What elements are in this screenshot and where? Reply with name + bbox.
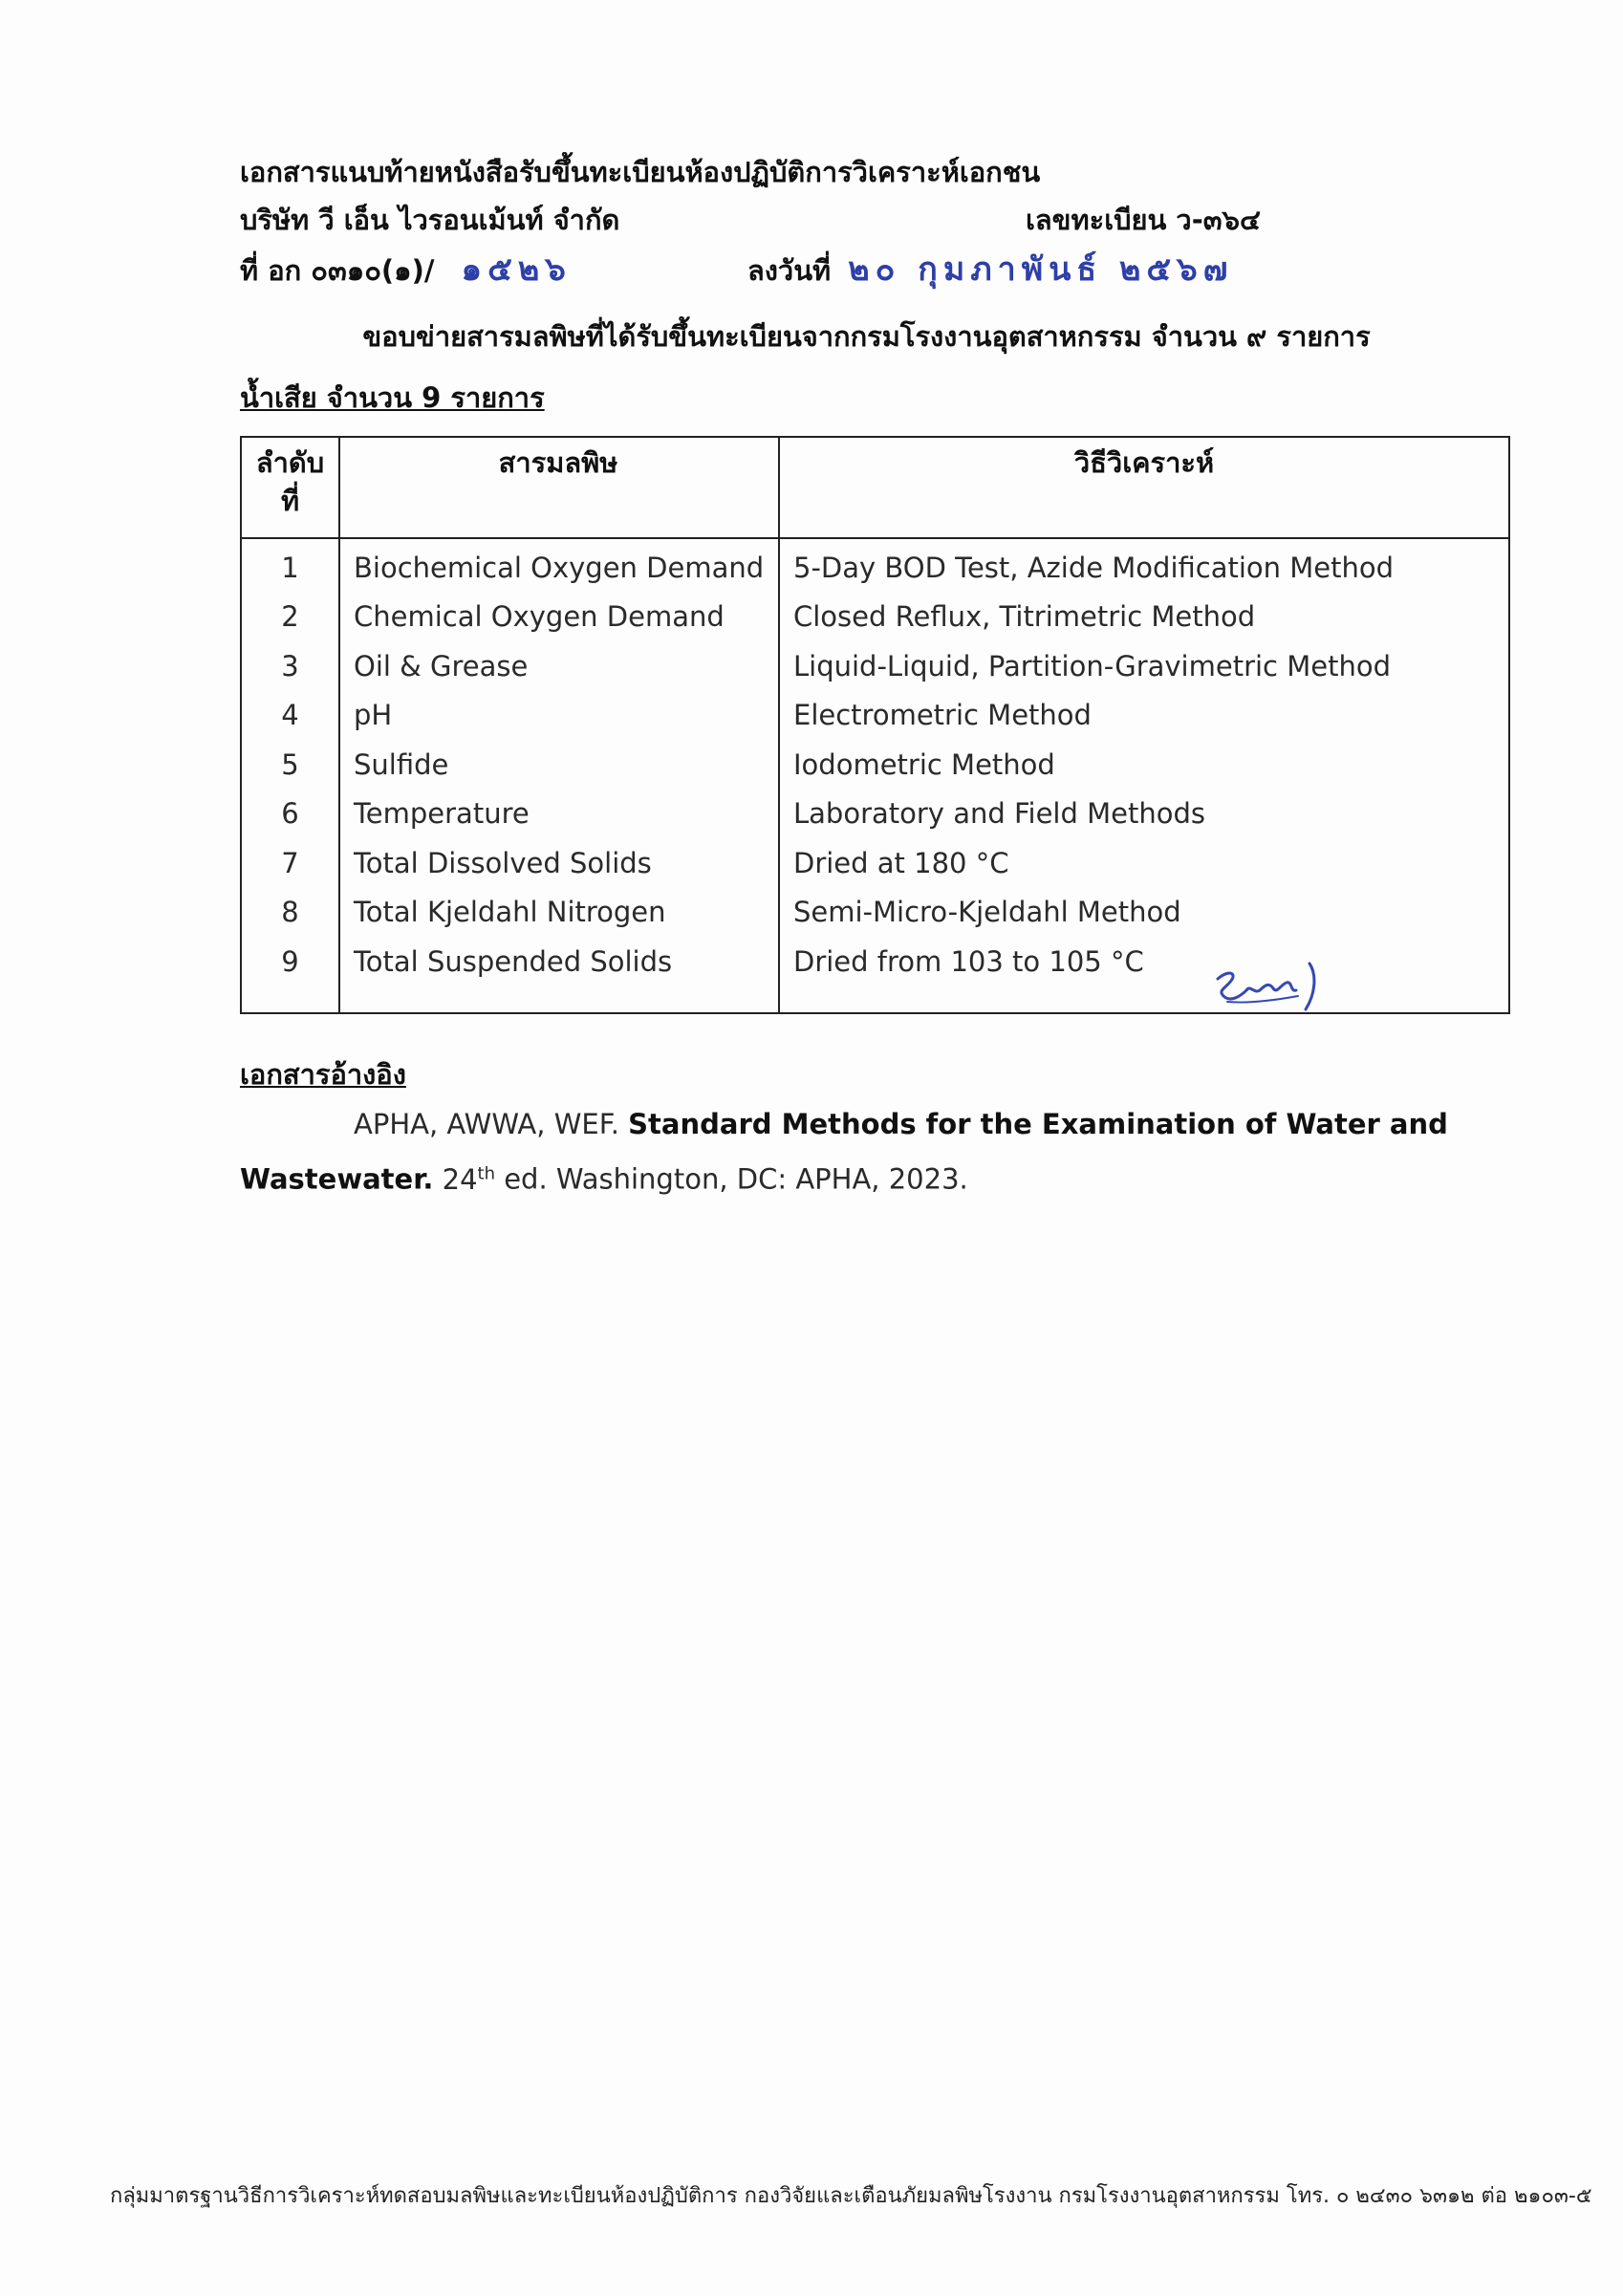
row-method: 5-Day BOD Test, Azide Modification Method (793, 552, 1395, 584)
document-number-stamp: ๑๕๒๖ (461, 250, 572, 289)
row-number: 4 (281, 699, 299, 731)
reference-book-title-cont: Wastewater. (240, 1162, 434, 1196)
row-substance: Temperature (354, 797, 530, 830)
table-row (242, 641, 1508, 691)
document-number (240, 250, 572, 290)
row-method: Liquid-Liquid, Partition-Gravimetric Method (793, 650, 1391, 682)
table-row (242, 789, 1508, 838)
row-number: 9 (281, 945, 299, 978)
row-number: 1 (281, 552, 299, 584)
table-header-no (242, 444, 338, 520)
table-row (242, 690, 1508, 740)
document-number-prefix: ที่ อก ๐๓๑๐(๑)/ (240, 254, 435, 287)
document-heading: เอกสารแนบท้ายหนังสือรับขึ้นทะเบียนห้องปฏิบัติการวิเคราะห์เอกชน (240, 156, 1041, 188)
reference-authors: APHA, AWWA, WEF. (354, 1108, 619, 1140)
table-row (242, 740, 1508, 790)
reference-edition-suffix: th (477, 1163, 495, 1183)
row-number: 7 (281, 847, 299, 879)
row-substance: Total Dissolved Solids (354, 847, 652, 879)
row-substance: Total Kjeldahl Nitrogen (354, 896, 666, 928)
reference-title: เอกสารอ้างอิง (240, 1058, 406, 1091)
table-header-divider (242, 537, 1508, 539)
table-row (242, 887, 1508, 937)
registration-number: เลขทะเบียน ว-๓๖๔ (1026, 204, 1261, 236)
row-substance: Chemical Oxygen Demand (354, 600, 725, 633)
document-date (747, 250, 1233, 290)
table-header-no-line2: ที่ (280, 485, 300, 517)
table-header-no-line1: ลำดับ (255, 446, 325, 479)
reference-edition-number: 24 (442, 1162, 478, 1196)
scope-subtitle: ขอบข่ายสารมลพิษที่ได้รับขึ้นทะเบียนจากกรมโรงงานอุตสาหกรรม จำนวน ๙ รายการ (362, 320, 1371, 353)
table-header-substance: สารมลพิษ (498, 446, 618, 479)
row-substance: pH (354, 699, 393, 731)
row-substance: Sulfide (354, 748, 449, 781)
reference-publication: ed. Washington, DC: APHA, 2023. (504, 1162, 968, 1196)
row-number: 8 (281, 896, 299, 928)
row-number: 2 (281, 600, 299, 633)
handwritten-signature-icon (1210, 956, 1325, 1013)
row-method: Dried at 180 °C (793, 847, 1009, 879)
row-number: 3 (281, 650, 299, 682)
reference-edition (443, 1163, 495, 1196)
row-method: Electrometric Method (793, 699, 1092, 731)
reference-line-1 (354, 1105, 1448, 1143)
row-number: 5 (281, 748, 299, 781)
row-method: Closed Reflux, Titrimetric Method (793, 600, 1256, 633)
table-row (242, 592, 1508, 641)
row-substance: Total Suspended Solids (354, 945, 673, 978)
pollutant-table (240, 436, 1510, 1014)
row-substance: Biochemical Oxygen Demand (354, 552, 765, 584)
row-substance: Oil & Grease (354, 650, 529, 682)
table-row (242, 543, 1508, 593)
reference-book-title: Standard Methods for the Examination of Water and (628, 1108, 1448, 1140)
page-footer: กลุ่มมาตรฐานวิธีการวิเคราะห์ทดสอบมลพิษและทะเบียนห้องปฏิบัติการ กองวิจัยและเตือนภัยมลพิษโรงงาน กรมโรงงานอุตสาหกรรม โทร. ๐ ๒๔๓๐ ๖๓๑๒ ต่อ ๒๑๐๓-๕ (110, 2184, 1592, 2208)
row-method: Laboratory and Field Methods (793, 797, 1205, 830)
row-method: Dried from 103 to 105 °C (793, 945, 1144, 978)
date-label: ลงวันที่ (747, 254, 832, 287)
row-number: 6 (281, 797, 299, 830)
row-method: Iodometric Method (793, 748, 1055, 781)
row-method: Semi-Micro-Kjeldahl Method (793, 896, 1181, 928)
section-title: น้ำเสีย จำนวน 9 รายการ (240, 381, 545, 414)
reference-line-2 (240, 1155, 968, 1199)
table-row (242, 838, 1508, 888)
table-header-method: วิธีวิเคราะห์ (1073, 446, 1215, 479)
company-name: บริษัท วี เอ็น ไวรอนเม้นท์ จำกัด (240, 204, 620, 236)
date-stamp: ๒๐ กุมภาพันธ์ ๒๕๖๗ (848, 250, 1234, 289)
